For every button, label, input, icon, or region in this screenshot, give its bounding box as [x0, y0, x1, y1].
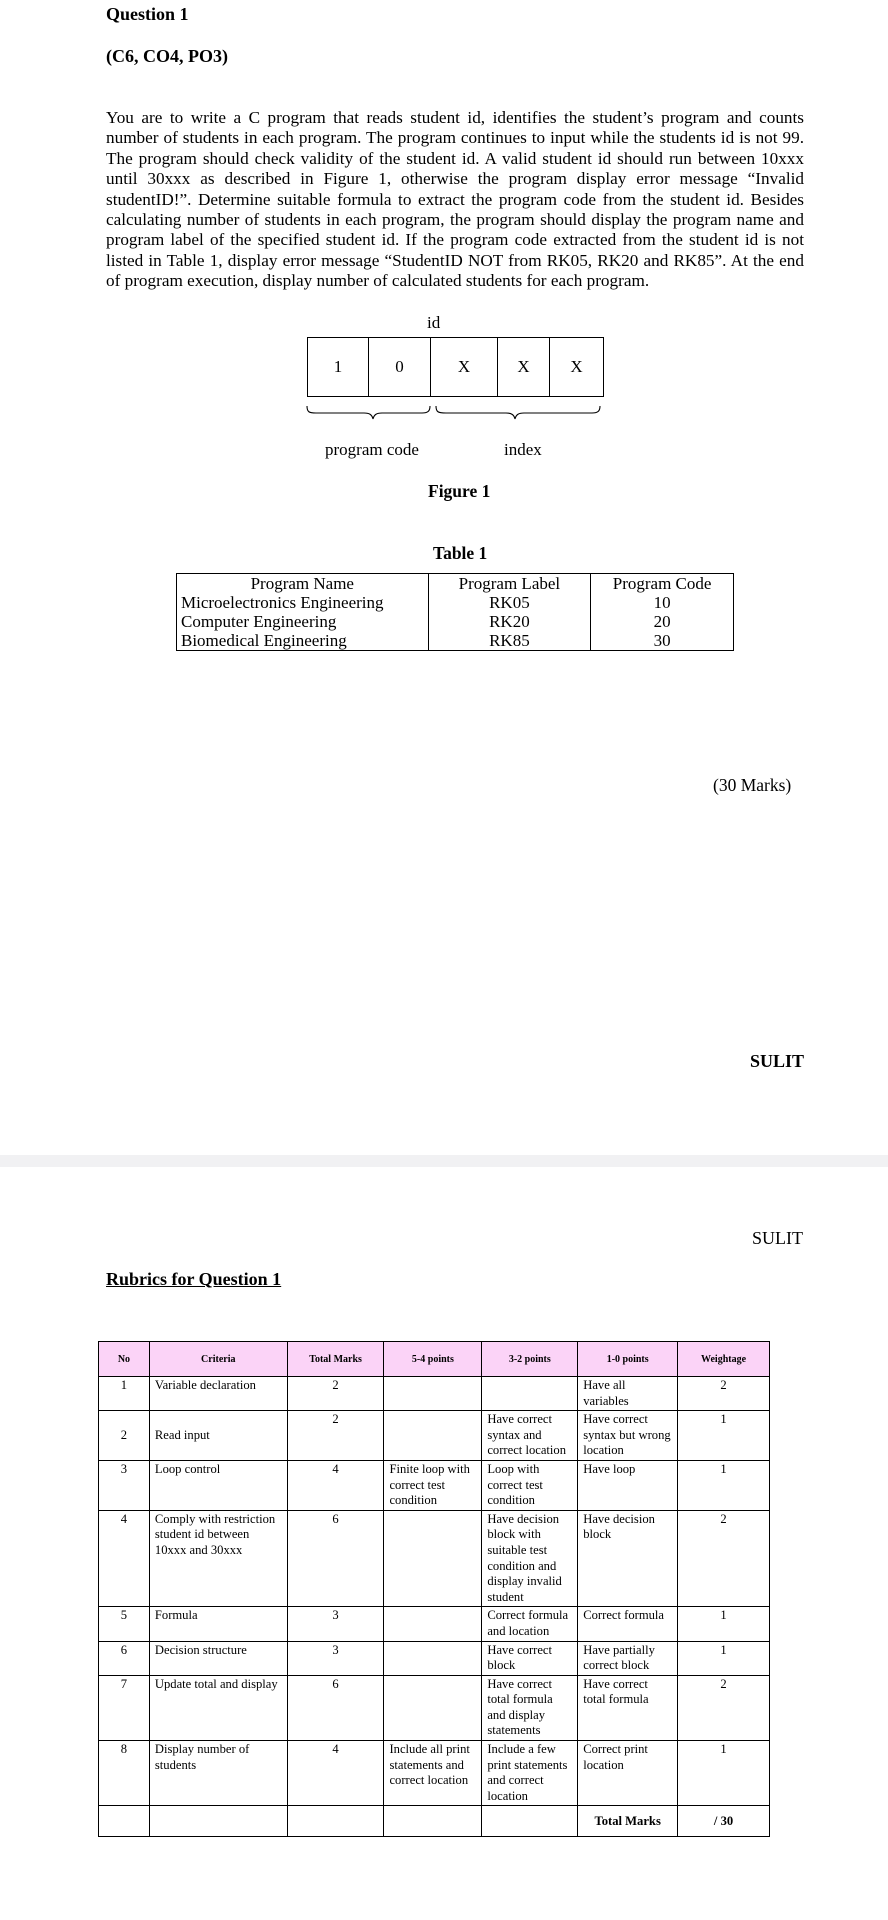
- program-code: 10: [591, 593, 734, 612]
- rubric-criteria: Update total and display: [149, 1675, 287, 1740]
- question-codes: (C6, CO4, PO3): [106, 46, 228, 66]
- table-header-row: [177, 574, 734, 594]
- id-digit-3: X: [430, 337, 498, 397]
- page-header-sulit: SULIT: [752, 1228, 803, 1248]
- program-table: [176, 573, 734, 651]
- rubric-weightage: 1: [678, 1741, 770, 1806]
- rubric-1-0: Have partially correct block: [578, 1641, 678, 1675]
- figure-braces: [300, 398, 610, 434]
- table-row: [99, 1510, 770, 1607]
- question-title: Question 1: [106, 4, 189, 24]
- rubric-5-4: [384, 1377, 482, 1411]
- program-code: 20: [591, 612, 734, 631]
- rubric-5-4: [384, 1411, 482, 1461]
- program-name: Computer Engineering: [177, 612, 429, 631]
- rubric-1-0: Have correct syntax but wrong location: [578, 1411, 678, 1461]
- empty-cell: [149, 1806, 287, 1837]
- table-row: [99, 1460, 770, 1510]
- rubric-criteria: Display number of students: [149, 1741, 287, 1806]
- program-label: RK05: [428, 593, 591, 612]
- program-label: RK85: [428, 631, 591, 651]
- rubric-header-criteria: Criteria: [149, 1342, 287, 1377]
- program-name: Microelectronics Engineering: [177, 593, 429, 612]
- rubric-3-2: Include a few print statements and correct location: [482, 1741, 578, 1806]
- rubric-total-row: [99, 1806, 770, 1837]
- rubric-criteria: Decision structure: [149, 1641, 287, 1675]
- program-code-brace: [307, 406, 430, 419]
- table-header: Program Label: [428, 574, 591, 594]
- table-caption: Table 1: [433, 543, 488, 563]
- rubric-criteria: Comply with restriction student id between 10xxx and 30xxx: [149, 1510, 287, 1607]
- rubric-no: 5: [99, 1607, 150, 1641]
- rubric-3-2: Correct formula and location: [482, 1607, 578, 1641]
- id-digit-4: X: [497, 337, 550, 397]
- rubric-table: [98, 1341, 770, 1837]
- rubric-5-4: [384, 1510, 482, 1607]
- total-marks-value: / 30: [678, 1806, 770, 1837]
- rubric-3-2: [482, 1377, 578, 1411]
- empty-cell: [482, 1806, 578, 1837]
- figure-id-label: id: [427, 313, 441, 332]
- table-row: [99, 1607, 770, 1641]
- rubric-1-0: Have decision block: [578, 1510, 678, 1607]
- table-row: [99, 1641, 770, 1675]
- rubric-no: 3: [99, 1460, 150, 1510]
- program-label: RK20: [428, 612, 591, 631]
- table-row: [177, 593, 734, 612]
- id-digit-2: 0: [368, 337, 431, 397]
- table-row: [99, 1377, 770, 1411]
- table-row: [99, 1741, 770, 1806]
- rubric-5-4: [384, 1607, 482, 1641]
- rubric-header-1-0: 1-0 points: [578, 1342, 678, 1377]
- rubric-no: 1: [99, 1377, 150, 1411]
- figure-caption: Figure 1: [428, 481, 491, 501]
- rubric-total-marks: 2: [287, 1411, 384, 1461]
- rubric-5-4: [384, 1675, 482, 1740]
- rubric-weightage: 2: [678, 1377, 770, 1411]
- rubric-total-marks: 4: [287, 1741, 384, 1806]
- rubric-3-2: Have correct total formula and display statements: [482, 1675, 578, 1740]
- index-brace: [436, 406, 600, 419]
- rubric-criteria: Formula: [149, 1607, 287, 1641]
- rubric-no: 7: [99, 1675, 150, 1740]
- rubric-3-2: Have correct syntax and correct location: [482, 1411, 578, 1461]
- rubric-criteria: Variable declaration: [149, 1377, 287, 1411]
- rubric-1-0: Correct print location: [578, 1741, 678, 1806]
- id-digit-1: 1: [307, 337, 369, 397]
- id-digit-5: X: [549, 337, 604, 397]
- rubric-header-row: [99, 1342, 770, 1377]
- empty-cell: [384, 1806, 482, 1837]
- rubric-header-3-2: 3-2 points: [482, 1342, 578, 1377]
- program-code-label: program code: [325, 440, 419, 459]
- index-label: index: [504, 440, 542, 459]
- rubric-header-total-marks: Total Marks: [287, 1342, 384, 1377]
- rubric-weightage: 1: [678, 1460, 770, 1510]
- rubric-1-0: Have all variables: [578, 1377, 678, 1411]
- rubric-total-marks: 3: [287, 1607, 384, 1641]
- table-row: [99, 1675, 770, 1740]
- rubric-5-4: Finite loop with correct test condition: [384, 1460, 482, 1510]
- total-marks-label: Total Marks: [578, 1806, 678, 1837]
- rubric-total-marks: 6: [287, 1510, 384, 1607]
- table-row: [177, 612, 734, 631]
- page-footer-sulit: SULIT: [750, 1051, 805, 1071]
- rubric-total-marks: 2: [287, 1377, 384, 1411]
- rubric-header-no: No: [99, 1342, 150, 1377]
- rubric-1-0: Correct formula: [578, 1607, 678, 1641]
- rubric-3-2: Have decision block with suitable test condition and display invalid student: [482, 1510, 578, 1607]
- empty-cell: [99, 1806, 150, 1837]
- rubric-5-4: [384, 1641, 482, 1675]
- table-header: Program Code: [591, 574, 734, 594]
- rubric-weightage: 2: [678, 1510, 770, 1607]
- rubric-weightage: 1: [678, 1411, 770, 1461]
- program-code: 30: [591, 631, 734, 651]
- question-text: You are to write a C program that reads student id, identifies the student’s program and counts number of students in each program. The program continues to input while the students id is not 99. The program should check validity of the student id. A valid student id should run between 10xxx until 30xxx as described in Figure 1, otherwise the program display error message “Invalid studentID!”. Determine suitable formula to extract the program code from the student id. Besides calculating number of students in each program, the program should display the program name and program label of the specified student id. If the program code extracted from the student id is not listed in Table 1, display error message “StudentID NOT from RK05, RK20 and RK85”. At the end of program execution, display number of calculated students for each program.: [106, 108, 804, 291]
- rubric-5-4: Include all print statements and correct location: [384, 1741, 482, 1806]
- table-row: [99, 1411, 770, 1461]
- rubric-no: 6: [99, 1641, 150, 1675]
- rubric-page: [0, 1167, 888, 1920]
- table-row: [177, 631, 734, 651]
- rubric-3-2: Loop with correct test condition: [482, 1460, 578, 1510]
- rubric-weightage: 1: [678, 1607, 770, 1641]
- rubric-1-0: Have loop: [578, 1460, 678, 1510]
- rubric-total-marks: 6: [287, 1675, 384, 1740]
- rubric-no: 4: [99, 1510, 150, 1607]
- rubric-1-0: Have correct total formula: [578, 1675, 678, 1740]
- empty-cell: [287, 1806, 384, 1837]
- rubric-header-5-4: 5-4 points: [384, 1342, 482, 1377]
- page-separator: [0, 1155, 888, 1167]
- rubric-total-marks: 4: [287, 1460, 384, 1510]
- table-header: Program Name: [177, 574, 429, 594]
- rubric-criteria: Loop control: [149, 1460, 287, 1510]
- rubric-criteria: Read input: [149, 1411, 287, 1461]
- rubric-weightage: 2: [678, 1675, 770, 1740]
- rubric-no: 8: [99, 1741, 150, 1806]
- rubric-weightage: 1: [678, 1641, 770, 1675]
- program-name: Biomedical Engineering: [177, 631, 429, 651]
- rubric-title: Rubrics for Question 1: [106, 1269, 282, 1289]
- rubric-3-2: Have correct block: [482, 1641, 578, 1675]
- question-marks: (30 Marks): [713, 775, 792, 795]
- rubric-no: 2: [99, 1411, 150, 1461]
- rubric-total-marks: 3: [287, 1641, 384, 1675]
- rubric-header-weightage: Weightage: [678, 1342, 770, 1377]
